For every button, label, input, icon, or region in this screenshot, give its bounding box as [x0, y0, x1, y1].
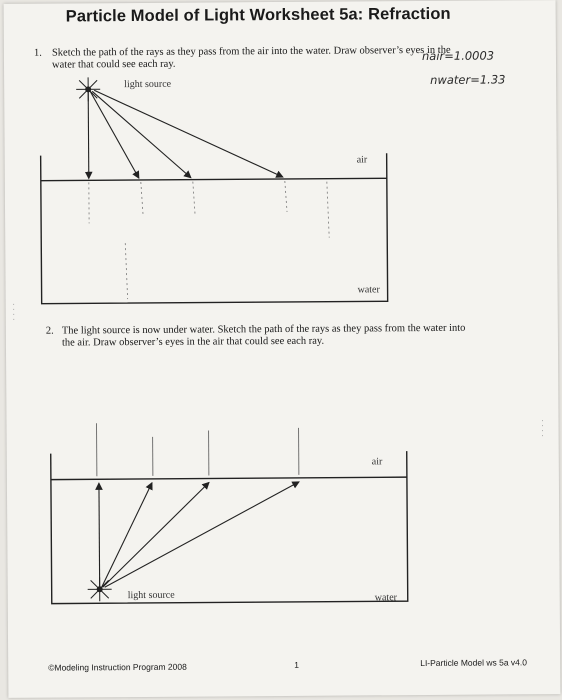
question-1-number: 1. [33, 47, 42, 59]
q1-water-label: water [357, 284, 380, 296]
worksheet-title: Particle Model of Light Worksheet 5a: Refraction [65, 4, 451, 26]
q1-ray-3 [92, 91, 191, 179]
diagram-2 [51, 421, 408, 603]
q2-water-label: water [374, 592, 397, 604]
q2-faint-refracted-lines [97, 422, 299, 476]
page-speckles [14, 300, 543, 444]
q2-ray-3 [102, 483, 210, 588]
footer-version: LI-Particle Model ws 5a v4.0 [420, 657, 528, 669]
q1-ray-2 [90, 91, 139, 178]
q1-faint-refracted-lines [89, 181, 330, 300]
q1-ray-4 [94, 89, 283, 178]
footer-copyright: ©Modeling Instruction Program 2008 [48, 661, 187, 673]
worksheet-page [4, 0, 561, 698]
worksheet-diagrams [4, 0, 561, 698]
q1-ray-1 [88, 91, 89, 178]
question-2-text-line-2: the air. Draw observer’s eyes in the air that could see each ray. [61, 335, 325, 349]
q1-water-surface-line [41, 178, 387, 180]
q2-water-surface-line [51, 477, 407, 479]
q2-air-label: air [371, 456, 383, 468]
q2-ray-4 [104, 482, 300, 587]
q1-air-label: air [356, 154, 368, 166]
q2-light-source-label: light source [127, 589, 175, 602]
question-1-text-line-2: water that could see each ray. [51, 58, 176, 71]
q2-ray-2 [101, 483, 153, 587]
handwritten-n-air: nair=1.0003 [421, 48, 495, 64]
q1-light-source-label: light source [124, 78, 172, 91]
q1-water-tank [41, 153, 388, 303]
question-1-text-line-1: Sketch the path of the rays as they pass from the air into the water. Draw observer’s eyes in the [51, 44, 451, 59]
question-2-number: 2. [45, 325, 54, 337]
diagram-1 [40, 75, 388, 303]
question-2-text-line-1: The light source is now under water. Sketch the path of the rays as they pass from the water into [61, 322, 466, 337]
q2-ray-1 [99, 483, 100, 587]
handwritten-n-water: nwater=1.33 [430, 72, 506, 87]
footer-page-number: 1 [294, 659, 299, 670]
